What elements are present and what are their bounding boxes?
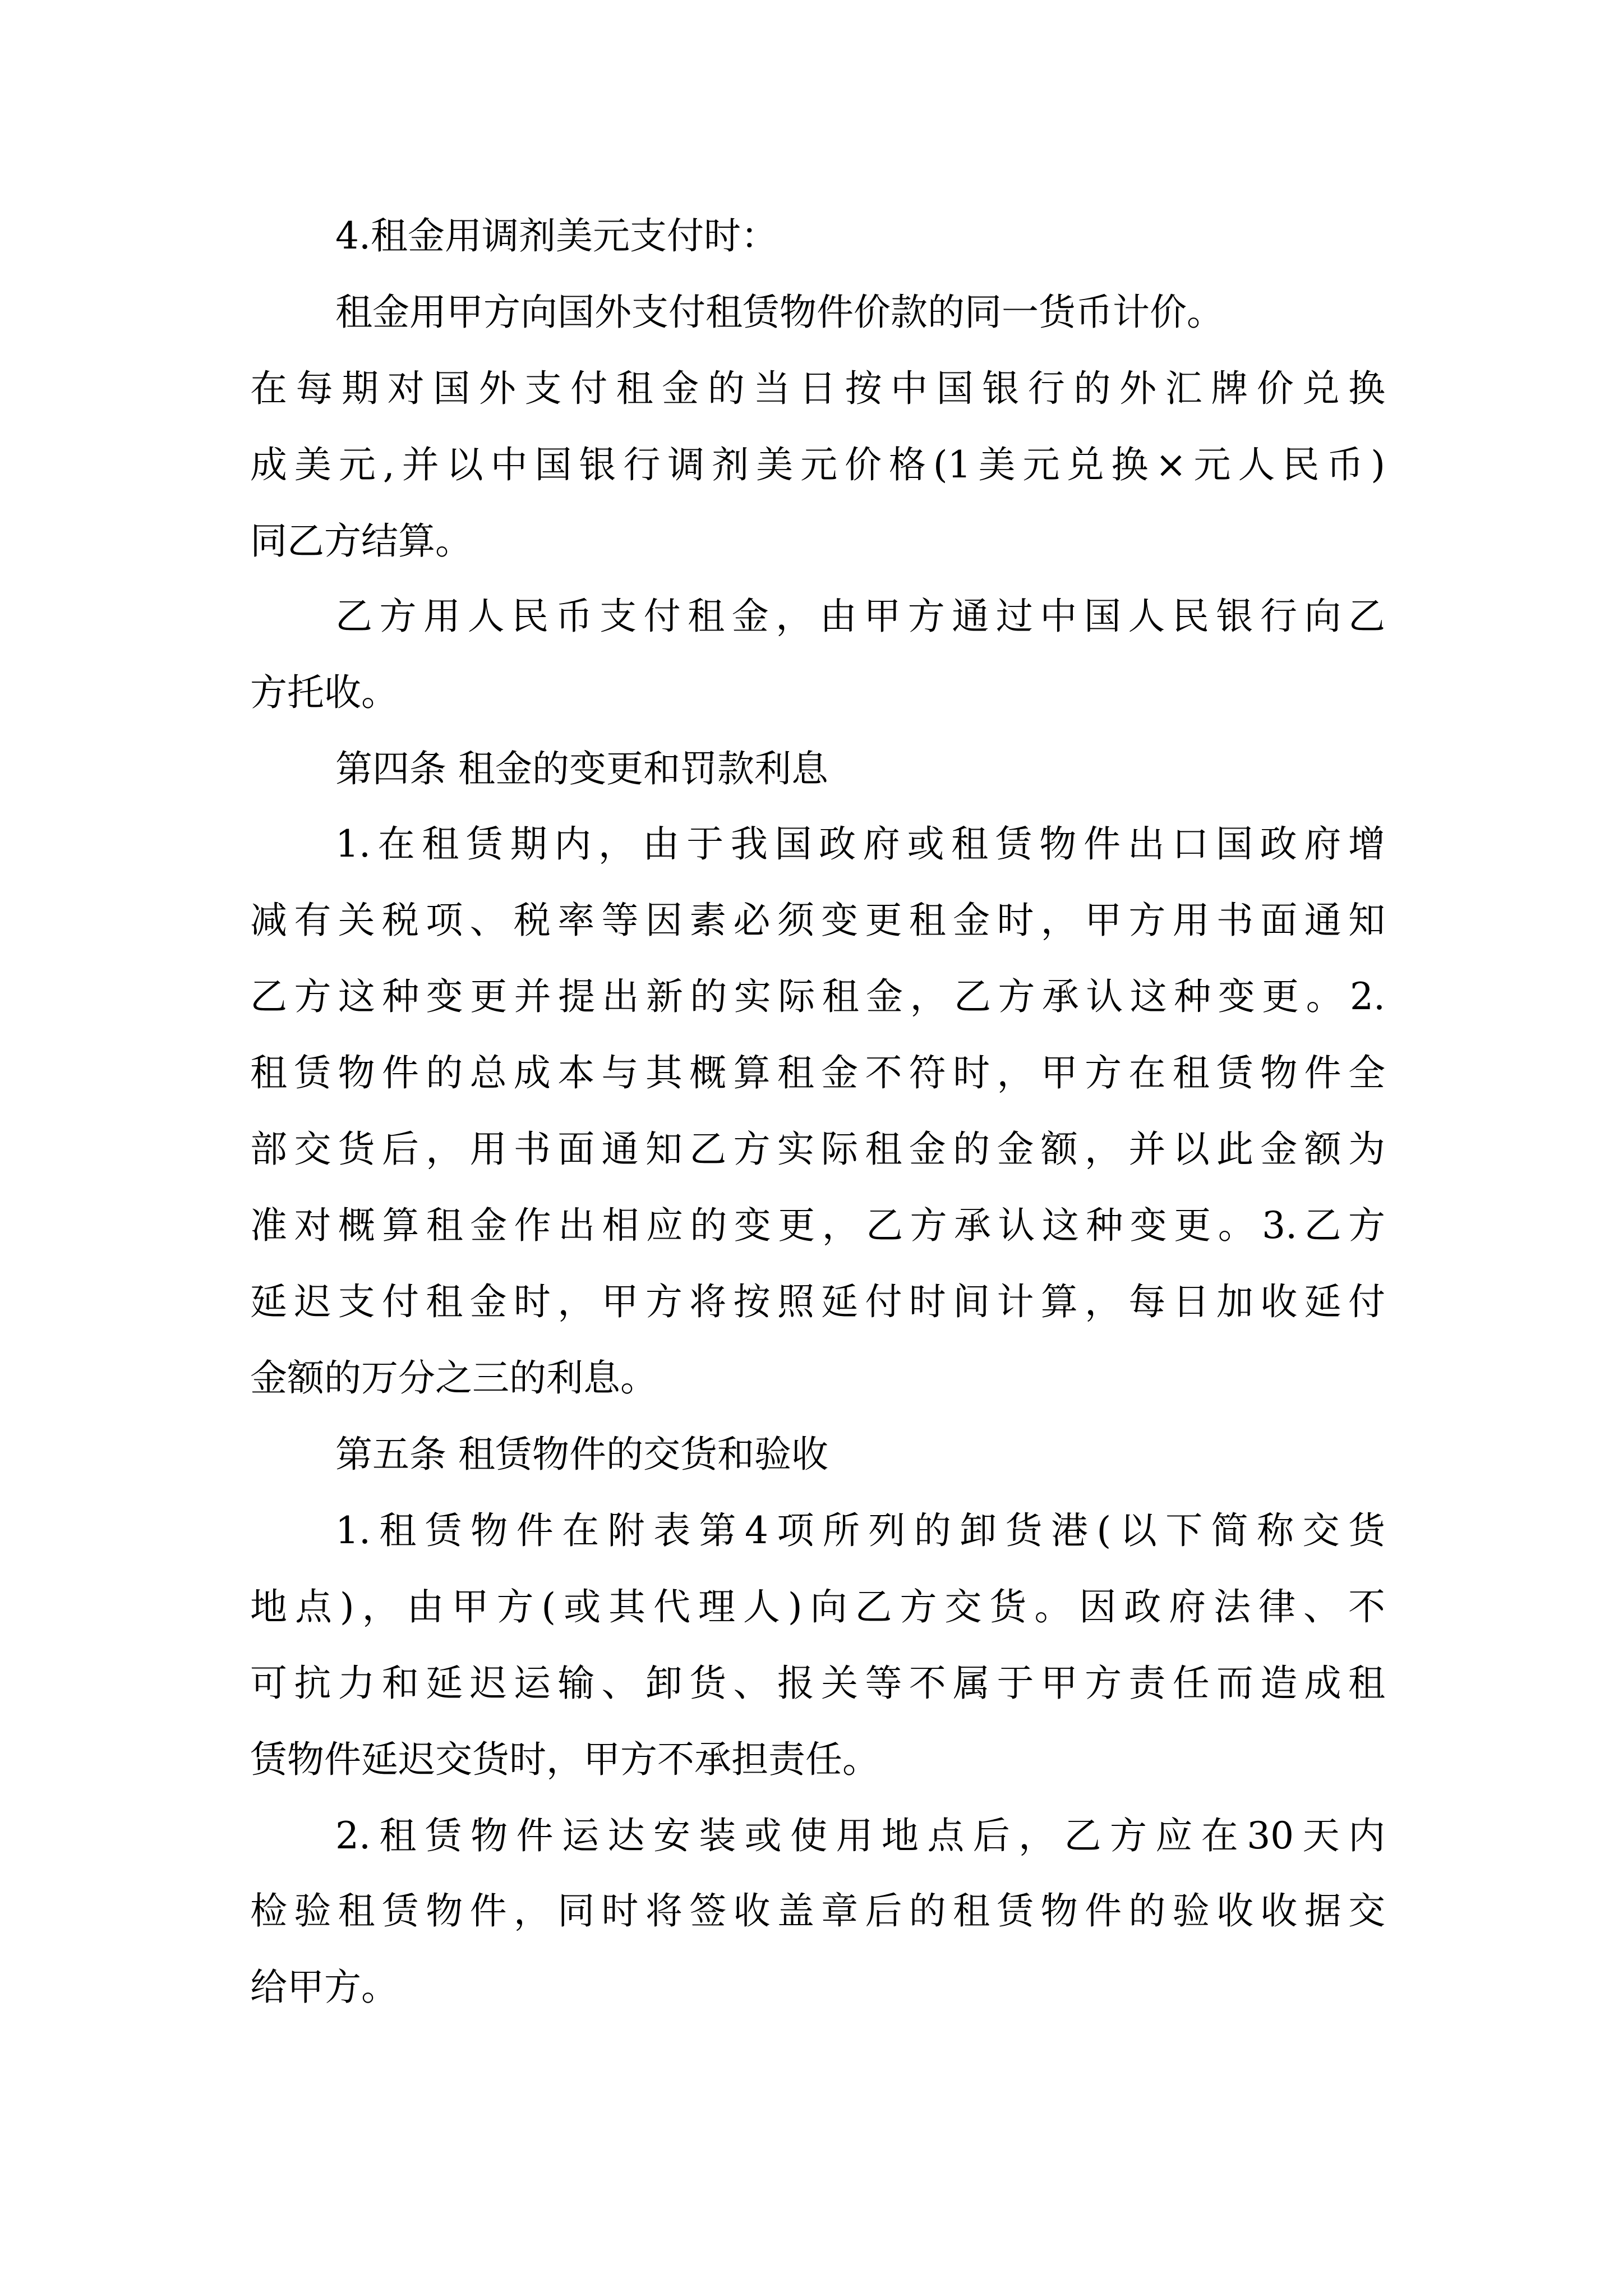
line-13: 部交货后，用书面通知乙方实际租金的金额，并以此金额为 [250, 1128, 1385, 1171]
line-10: 减有关税项、税率等因素必须变更租金时，甲方用书面通知 [250, 899, 1385, 942]
line-15: 延迟支付租金时，甲方将按照延付时间计算，每日加收延付 [250, 1280, 1385, 1323]
line-7: 方托收。 [250, 671, 398, 714]
line-5: 同乙方结算。 [250, 519, 472, 563]
line-24: 给甲方。 [250, 1966, 398, 2009]
line-14: 准对概算租金作出相应的变更，乙方承认这种变更。3.乙方 [250, 1204, 1385, 1247]
line-6: 乙方用人民币支付租金，由甲方通过中国人民银行向乙 [335, 595, 1385, 638]
line-16: 金额的万分之三的利息。 [250, 1356, 657, 1400]
line-21: 赁物件延迟交货时，甲方不承担责任。 [250, 1738, 879, 1781]
line-3: 在每期对国外支付租金的当日按中国银行的外汇牌价兑换 [250, 367, 1385, 410]
section-heading-4: 第四条 租金的变更和罚款利息 [335, 747, 828, 790]
line-12: 租赁物件的总成本与其概算租金不符时，甲方在租赁物件全 [250, 1051, 1385, 1094]
line-18: 1.租赁物件在附表第4项所列的卸货港(以下简称交货 [335, 1509, 1385, 1552]
line-20: 可抗力和延迟运输、卸货、报关等不属于甲方责任而造成租 [250, 1662, 1385, 1705]
line-9: 1.在租赁期内，由于我国政府或租赁物件出口国政府增 [335, 822, 1385, 866]
line-22: 2.租赁物件运达安装或使用地点后，乙方应在30天内 [335, 1814, 1385, 1857]
line-2: 租金用甲方向国外支付租赁物件价款的同一货币计价。 [335, 291, 1224, 334]
line-23: 检验租赁物件，同时将签收盖章后的租赁物件的验收收据交 [250, 1889, 1385, 1932]
line-11: 乙方这种变更并提出新的实际租金，乙方承认这种变更。2. [250, 975, 1385, 1018]
line-4: 成美元,并以中国银行调剂美元价格(1美元兑换×元人民币) [250, 443, 1385, 486]
line-19: 地点)，由甲方(或其代理人)向乙方交货。因政府法律、不 [250, 1585, 1385, 1628]
section-heading-5: 第五条 租赁物件的交货和验收 [335, 1433, 828, 1476]
line-1: 4.租金用调剂美元支付时： [335, 214, 778, 257]
